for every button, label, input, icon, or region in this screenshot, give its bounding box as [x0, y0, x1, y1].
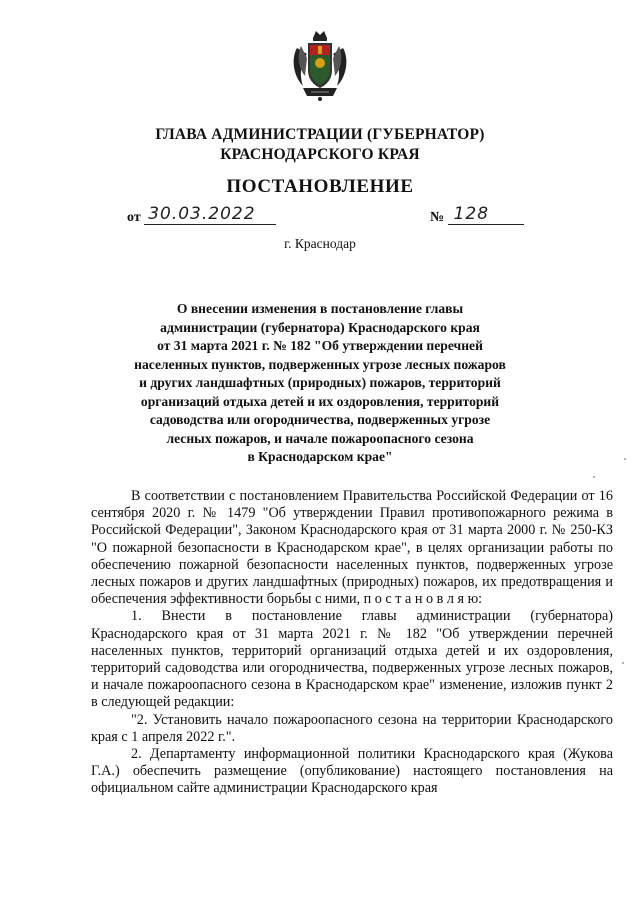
header-line-1: ГЛАВА АДМИНИСТРАЦИИ (ГУБЕРНАТОР) [155, 126, 485, 143]
subject-line: администрации (губернатора) Краснодарского края [160, 319, 480, 335]
document-subject [130, 300, 510, 467]
number-prefix: № [430, 210, 445, 225]
scan-speck [624, 458, 626, 460]
header-line-2: КРАСНОДАРСКОГО КРАЯ [220, 146, 420, 163]
number-value: 128 [453, 204, 490, 224]
subject-line: и других ландшафтных (природных) пожаров, территорий [139, 375, 501, 390]
body-paragraph-item-1: 1. Внести в постановление главы администрации (губернатора) Краснодарского края от 31 марта 2021 г. № 182 "Об утверждении перечней населенных пунктов, территорий организаций отдыха детей и их оздоровления, территорий садоводства или огородничества, подверженных угрозе лесных пожаров, и начале пожароопасного сезона в Краснодарском крае" изменение, изложив пункт 2 в следующей редакции: [91, 608, 613, 711]
date-field [144, 204, 276, 225]
subject-line: от 31 марта 2021 г. № 182 "Об утверждении перечней [157, 338, 483, 353]
city-label: г. Краснодар [284, 236, 356, 251]
subject-line: населенных пунктов, подверженных угрозе лесных пожаров [134, 356, 506, 372]
body-paragraph-preamble: В соответствии с постановлением Правительства Российской Федерации от 16 сентября 2020 г. № 1479 "Об утверждении Правил противопожарного режима в Российской Федерации", Законом Краснодарского края от 31 марта 2000 г. № 250-КЗ "О пожарной безопасности в Краснодарском крае", в целях организации работы по обеспечению пожарной безопасности населенных пунктов, подверженных угрозе лесных пожаров и других ландшафтных (природных) пожаров, их предотвращения и обеспечения эффективности борьбы с ними, п о с т а н о в л я ю: [91, 488, 613, 608]
body-paragraph-quote: "2. Установить начало пожароопасного сезона на территории Краснодарского края с 1 апреля 2022 г.". [91, 711, 613, 745]
subject-line: организаций отдыха детей и их оздоровления, территорий [140, 393, 500, 409]
number-line [430, 206, 524, 227]
subject-line: лесных пожаров, и начале пожароопасного сезона [166, 430, 474, 446]
number-field [448, 204, 524, 225]
document-title: ПОСТАНОВЛЕНИЕ [226, 176, 414, 197]
subject-line: О внесении изменения в постановление главы [176, 301, 464, 316]
date-prefix: от [127, 210, 141, 225]
subject-line: в Краснодарском крае" [247, 449, 393, 464]
body-paragraph-item-2: 2. Департаменту информационной политики Краснодарского края (Жукова Г.А.) обеспечить размещение (опубликование) настоящего постановления на официальном сайте администрации Краснодарского края [91, 746, 613, 797]
scan-speck [622, 662, 624, 664]
date-line [127, 206, 276, 227]
scan-speck [593, 476, 595, 478]
subject-line: садоводства или огородничества, подверженных угрозе [149, 412, 491, 427]
date-value: 30.03.2022 [148, 204, 256, 224]
coat-of-arms-emblem [289, 28, 351, 102]
document-body [91, 488, 613, 798]
